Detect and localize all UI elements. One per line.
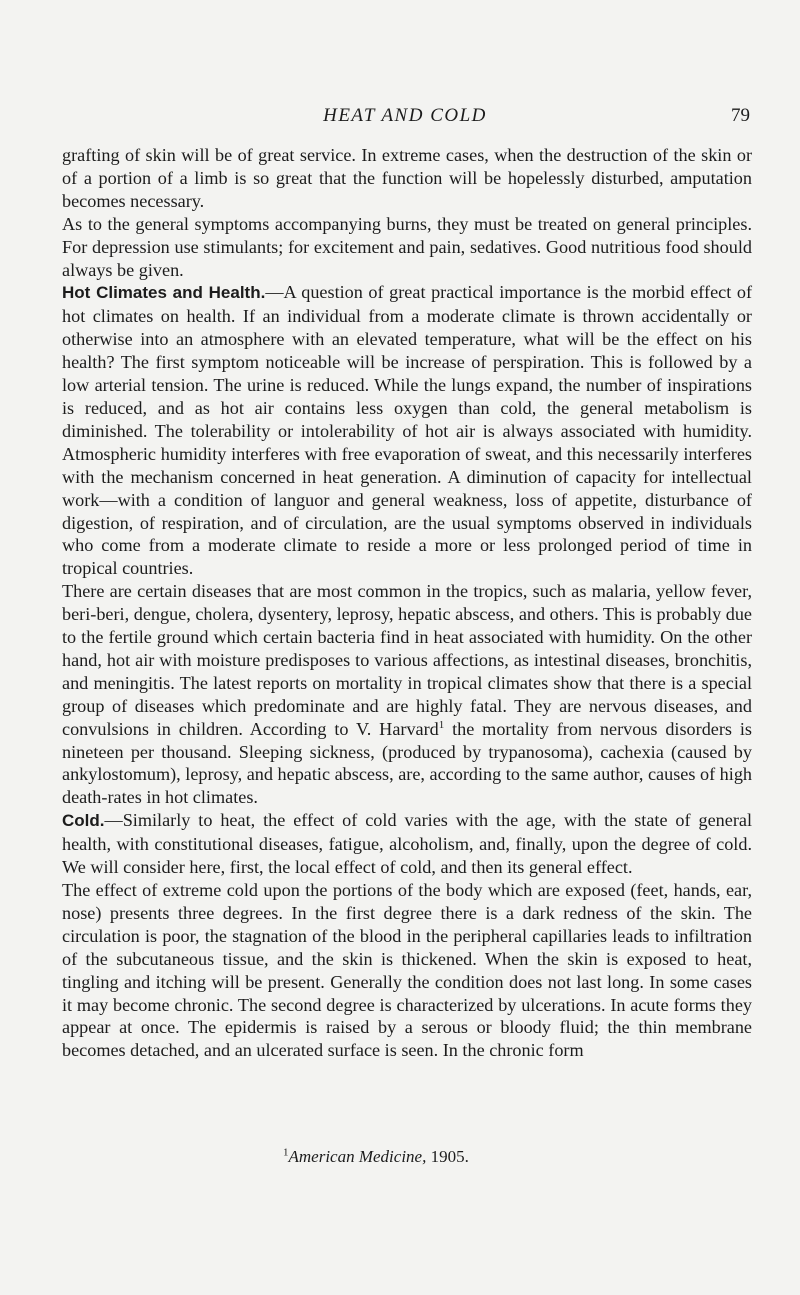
paragraph-extreme-cold [62,879,752,1062]
section-heading-hot-climates: Hot Climates and Health. [62,283,266,303]
footnote-reference: 1 [438,718,445,731]
paragraph-text: grafting of skin will be of great service. In extreme cases, when the destruction of the skin or of a portion of a limb is so great that the function will be hopelessly disturbed, amputation becomes necessary. [62,145,752,211]
paragraph-text: The effect of extreme cold upon the portions of the body which are exposed (feet, hands, ear, nose) presents three degrees. In the first degree there is a dark redness of the skin. The circulation is poor, the stagnation of the blood in the peripheral capillaries leads to infiltration of the subcutaneous tissue, and the skin is thickened. When the skin is exposed to heat, tingling and itching will be present. Generally the condition does not last long. In some cases it may become chronic. The second degree is characterized by ulcerations. In acute forms they appear at once. The epidermis is raised by a serous or bloody fluid; the thin membrane becomes detached, and an ulcerated surface is seen. In the chronic form [62,880,752,1061]
paragraph-text: There are certain diseases that are most common in the tropics, such as malaria, yellow fever, beri-beri, dengue, cholera, dysentery, leprosy, hepatic abscess, and others. This is probably due to the fertile ground which certain bacteria find in heat associated with humidity. On the other hand, hot air with moisture predisposes to various affections, as intestinal diseases, bronchitis, and meningitis. The latest reports on mortality in tropical climates show that there is a special group of diseases which predominate and are highly fatal. They are nervous diseases, and convulsions in children. According to V. Harvard [62,581,752,739]
paragraph-general-symptoms [62,213,752,282]
paragraph-tropical-diseases [62,580,752,809]
footnote-mark: 1 [283,1146,289,1159]
paragraph-text: —A question of great practical importance is the morbid effect of hot climates on health. If an individual from a moderate climate is thrown accidentally or otherwise into an atmosphere with an elevated temperature, what will be the effect on his health? The first symptom noticeable will be increase of perspiration. This is followed by a low arterial tension. The urine is reduced. While the lungs expand, the number of inspirations is reduced, and as hot air contains less oxygen than cold, the general metabolism is diminished. The tolerability or intolerability of hot air is always associated with humidity. Atmospheric humidity interferes with free evaporation of sweat, and this necessarily interferes with the mechanism concerned in heat generation. A diminution of capacity for intellectual work—with a condition of languor and general weakness, loss of appetite, disturbance of digestion, of respiration, and of circulation, are the usual symptoms observed in individuals who come from a moderate climate to reside a more or less prolonged period of time in tropical countries. [62,282,753,579]
paragraph-grafting [62,144,752,213]
running-title: HEAT AND COLD [323,105,487,126]
footnote-journal: American Medicine, [288,1147,427,1166]
paragraph-text: —Similarly to heat, the effect of cold varies with the age, with the state of general health, with constitutional diseases, fatigue, alcoholism, and, finally, upon the degree of cold. We will consider here, first, the local effect of cold, and then its general effect. [62,810,752,878]
footnote [283,1146,683,1168]
paragraph-text: the mortality from nervous disorders is nineteen per thousand. Sleeping sickness, (produced by trypanosoma), cachexia (caused by ankylostomum), leprosy, and hepatic abscess, are, according to the same author, causes of high death-rates in hot climates. [62,718,753,808]
paragraph-cold [62,809,752,879]
paragraph-text: As to the general symptoms accompanying burns, they must be treated on general principles. For depression use stimulants; for excitement and pain, sedatives. Good nutritious food should always be given. [62,213,752,280]
page-number: 79 [731,105,750,126]
footnote-year: 1905. [426,1147,469,1166]
section-heading-cold: Cold. [62,811,105,831]
running-head [60,105,750,135]
body-text [62,144,752,1062]
paragraph-hot-climates [62,281,752,580]
